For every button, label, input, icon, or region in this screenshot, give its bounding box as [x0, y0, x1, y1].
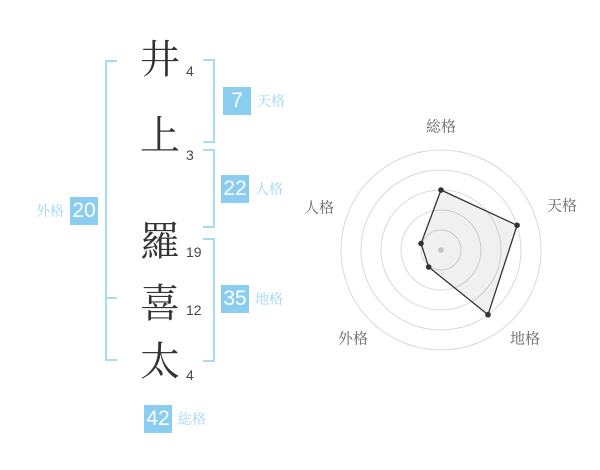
name-character-2: 上 — [140, 114, 180, 158]
chikaku-value-group — [221, 285, 283, 313]
radar-data-point — [418, 241, 424, 247]
radar-axis-label: 人格 — [303, 199, 335, 217]
stroke-count-4: 12 — [186, 302, 202, 318]
jinkaku-value: 22 — [221, 175, 249, 203]
gaikaku-bracket — [105, 60, 117, 361]
jinkaku-bracket — [203, 149, 215, 228]
radar-data-point — [426, 264, 432, 270]
gaikaku-value: 20 — [70, 197, 98, 225]
radar-data-point — [514, 222, 520, 228]
radar-axis-label: 地格 — [509, 330, 541, 348]
name-character-1: 井 — [140, 38, 180, 82]
soukaku-value-group — [144, 405, 206, 433]
chikaku-bracket — [203, 238, 215, 362]
tenkaku-bracket — [203, 59, 215, 143]
stroke-count-3: 19 — [186, 244, 202, 260]
soukaku-label: 総格 — [178, 411, 206, 427]
soukaku-value: 42 — [144, 405, 172, 433]
stroke-count-1: 4 — [186, 63, 194, 79]
radar-data-point — [438, 187, 444, 193]
name-character-3: 羅 — [140, 220, 180, 264]
name-character-5: 太 — [140, 340, 180, 384]
stroke-count-5: 4 — [186, 367, 194, 383]
radar-axis-label: 外格 — [337, 330, 369, 348]
tenkaku-label: 天格 — [257, 93, 285, 109]
name-character-4: 喜 — [140, 282, 180, 326]
chikaku-value: 35 — [221, 285, 249, 313]
chikaku-label: 地格 — [255, 291, 283, 307]
radar-data-polygon — [421, 190, 517, 315]
gaikaku-label: 外格 — [36, 203, 64, 219]
tenkaku-value: 7 — [223, 87, 251, 115]
stroke-count-2: 3 — [186, 147, 194, 163]
gaikaku-bracket-tick — [107, 297, 117, 299]
radar-chart — [290, 100, 600, 370]
radar-center-dot — [438, 247, 444, 253]
tenkaku-value-group — [223, 87, 285, 115]
jinkaku-label: 人格 — [255, 181, 283, 197]
radar-axis-label: 総格 — [425, 118, 457, 136]
radar-data-point — [485, 312, 491, 318]
radar-axis-label: 天格 — [546, 197, 578, 215]
gaikaku-value-group — [36, 197, 98, 225]
jinkaku-value-group — [221, 175, 283, 203]
